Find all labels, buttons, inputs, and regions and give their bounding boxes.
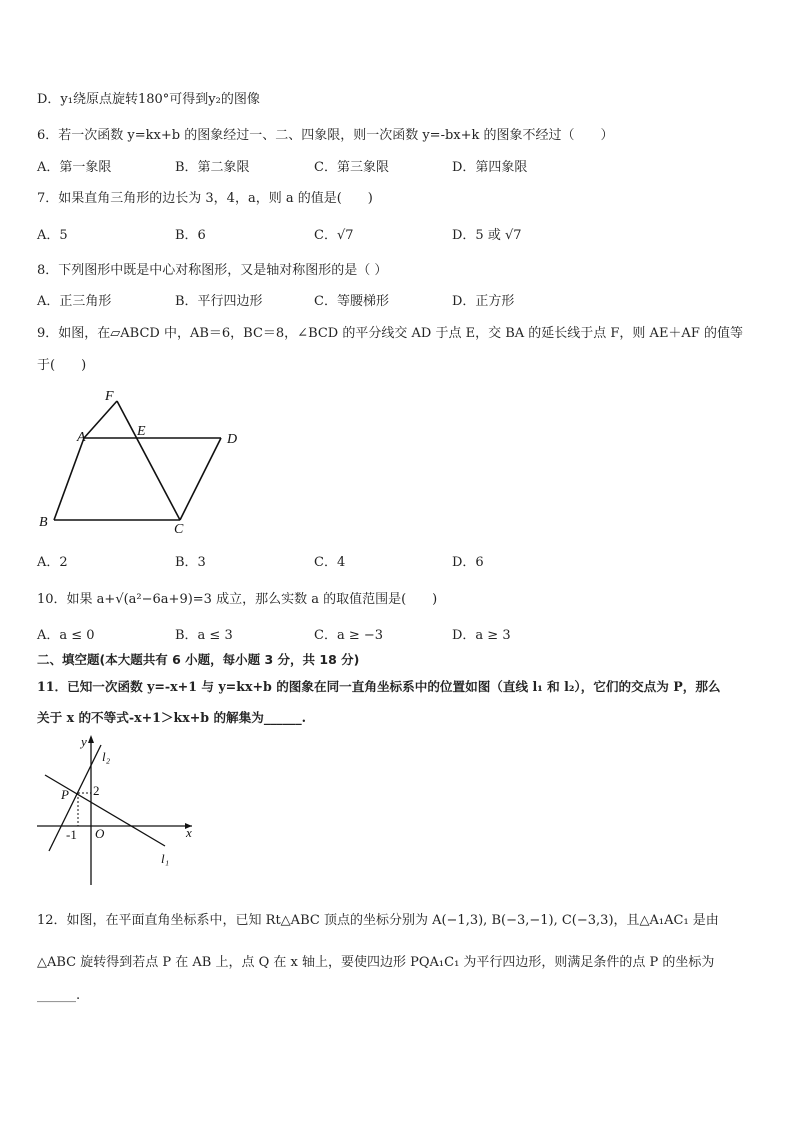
line-l1 (45, 775, 165, 846)
q6-option-a: A．第一象限 (37, 160, 112, 175)
q8-option-a: A．正三角形 (37, 294, 112, 309)
q9-stem-line2: 于( ) (37, 358, 87, 373)
label-F: F (105, 389, 114, 404)
q11-stem-line1: 11．已知一次函数 y=-x+1 与 y=kx+b 的图象在同一直角坐标系中的位置如图（直线 l₁ 和 l₂），它们的交点为 P，那么 (37, 679, 721, 694)
label-o: O (95, 826, 105, 841)
label-2: 2 (93, 783, 100, 798)
q7-stem: 7．如果直角三角形的边长为 3，4，a，则 a 的值是( ) (37, 191, 373, 206)
q10-option-c: C．a ≥ −3 (314, 628, 384, 643)
q9-option-b: B．3 (175, 555, 206, 570)
q12-stem-line1: 12．如图，在平面直角坐标系中，已知 Rt△ABC 顶点的坐标分别为 A(−1,3), B(−3,−1), C(−3,3)，且△A₁AC₁ 是由 (37, 913, 719, 928)
y-axis-arrow (88, 735, 94, 743)
label-A: A (77, 430, 86, 445)
q6-option-d: D．第四象限 (452, 160, 528, 175)
q9-option-a: A．2 (37, 555, 68, 570)
q6-option-b: B．第二象限 (175, 160, 250, 175)
q9-stem-line1: 9．如图，在▱ABCD 中，AB＝6，BC＝8，∠BCD 的平分线交 AD 于点 E，交 BA 的延长线于点 F，则 AE＋AF 的值等 (37, 326, 743, 341)
label-x: x (186, 825, 192, 840)
q7-option-a: A．5 (37, 228, 68, 243)
q11-stem-line2: 关于 x 的不等式-x+1＞kx+b 的解集为______. (37, 710, 307, 725)
label-l1: l₁ (161, 851, 170, 866)
section-title: 二、填空题(本大题共有 6 小题，每小题 3 分，共 18 分) (37, 652, 360, 667)
q10-option-d: D．a ≥ 3 (452, 628, 511, 643)
q5-option-d: D．y₁绕原点旋转180°可得到y₂的图像 (37, 92, 260, 107)
q9-option-c: C．4 (314, 555, 346, 570)
label-D: D (227, 432, 238, 447)
q12-stem-line3: ______. (37, 988, 81, 1003)
label-l2: l₂ (102, 749, 111, 764)
q10-option-a: A．a ≤ 0 (37, 628, 95, 643)
label-p: P (61, 787, 69, 802)
q6-option-c: C．第三象限 (314, 160, 389, 175)
q7-option-b: B．6 (175, 228, 206, 243)
label-B: B (39, 515, 48, 530)
q10-option-b: B．a ≤ 3 (175, 628, 233, 643)
label-E: E (137, 424, 146, 439)
label-neg1: -1 (66, 827, 77, 842)
label-y: y (81, 734, 87, 749)
q10-stem: 10．如果 a+√(a²−6a+9)=3 成立，那么实数 a 的取值范围是( ) (37, 592, 438, 607)
label-C: C (174, 522, 184, 537)
q6-stem: 6．若一次函数 y=kx+b 的图象经过一、二、四象限，则一次函数 y=-bx+k 的图象不经过（ ） (37, 128, 614, 143)
q8-stem: 8．下列图形中既是中心对称图形，又是轴对称图形的是（ ） (37, 263, 388, 278)
q9-option-d: D．6 (452, 555, 484, 570)
q11-coordinate-figure (35, 733, 200, 888)
q8-option-c: C．等腰梯形 (314, 294, 389, 309)
q7-option-d: D．5 或 √7 (452, 228, 522, 243)
q12-stem-line2: △ABC 旋转得到若点 P 在 AB 上，点 Q 在 x 轴上，要使四边形 PQA₁C₁ 为平行四边形，则满足条件的点 P 的坐标为 (37, 955, 715, 970)
q8-option-d: D．正方形 (452, 294, 515, 309)
q9-parallelogram-figure (35, 385, 250, 537)
q7-option-c: C．√7 (314, 228, 354, 243)
q8-option-b: B．平行四边形 (175, 294, 263, 309)
